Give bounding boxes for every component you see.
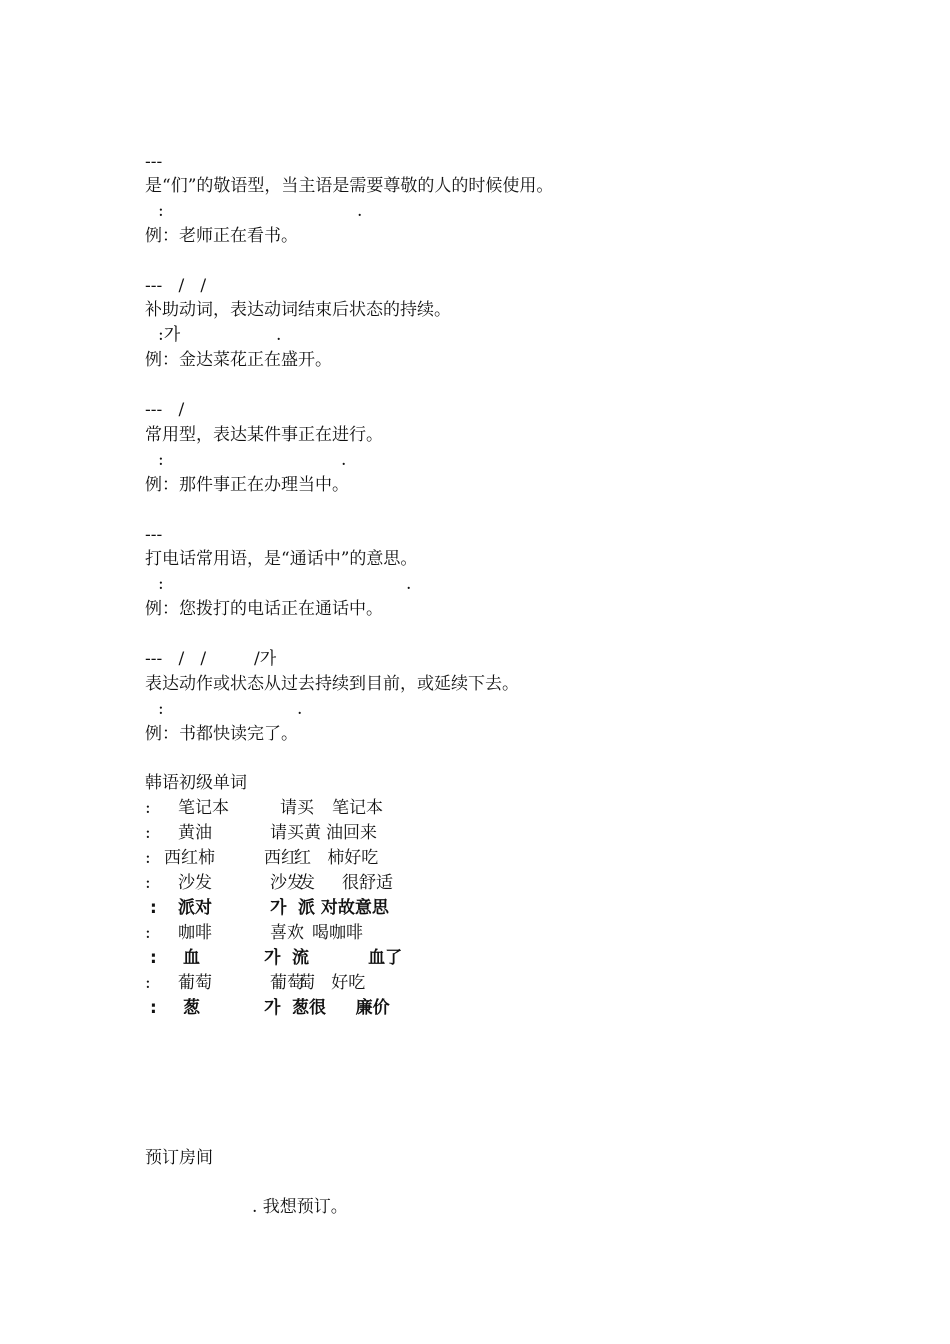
vocab-mid: 가 bbox=[264, 948, 281, 968]
grammar-description: 是“们”的敬语型，当主语是需要尊敬的人的时候使用。 bbox=[145, 176, 554, 196]
vocab-mid: 葡萄 bbox=[270, 973, 304, 993]
vocab-word: 咖啡 bbox=[178, 923, 212, 943]
grammar-description: 常用型，表达某件事正在进行。 bbox=[145, 425, 383, 445]
vocab-word: 葡萄 bbox=[178, 973, 212, 993]
vocab-mid: 请买黄 bbox=[270, 823, 321, 843]
pattern-colon: :가 bbox=[158, 325, 181, 345]
vocab-mid: 가 bbox=[270, 898, 287, 918]
vocab-colon: : bbox=[145, 848, 151, 868]
pattern-end: . bbox=[297, 699, 303, 719]
grammar-example: 例：金达菜花正在盛开。 bbox=[145, 350, 332, 370]
vocab-tail: 派 对故意思 bbox=[298, 898, 389, 918]
vocab-tail: 油回来 bbox=[326, 823, 377, 843]
vocab-word: 黄油 bbox=[178, 823, 212, 843]
pattern-end: . bbox=[341, 450, 347, 470]
vocab-word: 沙发 bbox=[178, 873, 212, 893]
vocab-word: 西红柿 bbox=[164, 848, 215, 868]
pattern-colon: : bbox=[158, 699, 164, 719]
booking-title: 预订房间 bbox=[145, 1148, 213, 1168]
grammar-header: --- / bbox=[145, 400, 185, 420]
vocab-tail: 笔记本 bbox=[332, 798, 383, 818]
vocab-colon: : bbox=[145, 873, 151, 893]
vocab-colon: : bbox=[150, 898, 157, 918]
pattern-colon: : bbox=[158, 201, 164, 221]
grammar-header-extra: /가 bbox=[254, 649, 277, 669]
grammar-description: 补助动词，表达动词结束后状态的持续。 bbox=[145, 300, 451, 320]
grammar-example: 例：书都快读完了。 bbox=[145, 724, 298, 744]
vocab-colon: : bbox=[145, 973, 151, 993]
vocab-word: 派对 bbox=[178, 898, 212, 918]
vocab-tail: 葱很 廉价 bbox=[292, 998, 390, 1018]
grammar-example: 例：那件事正在办理当中。 bbox=[145, 475, 349, 495]
vocab-tail: 红 柿好吃 bbox=[294, 848, 379, 868]
vocab-colon: : bbox=[150, 948, 157, 968]
grammar-description: 表达动作或状态从过去持续到目前，或延续下去。 bbox=[145, 674, 519, 694]
vocab-tail: 萄 好吃 bbox=[298, 973, 366, 993]
vocab-colon: : bbox=[145, 798, 151, 818]
vocab-mid: 请买 bbox=[280, 798, 314, 818]
grammar-example: 例：您拨打的电话正在通话中。 bbox=[145, 599, 383, 619]
grammar-header: --- / / bbox=[145, 649, 207, 669]
booking-line: . 我想预订。 bbox=[252, 1197, 348, 1217]
vocab-mid: 가 bbox=[264, 998, 281, 1018]
vocab-tail: 流 血了 bbox=[292, 948, 403, 968]
vocab-tail: 发 很舒适 bbox=[298, 873, 394, 893]
grammar-description: 打电话常用语，是“通话中”的意思。 bbox=[145, 549, 418, 569]
vocab-word: 血 bbox=[183, 948, 200, 968]
vocab-mid: 沙发 bbox=[270, 873, 304, 893]
vocab-tail: 喝咖啡 bbox=[312, 923, 363, 943]
vocab-colon: : bbox=[145, 823, 151, 843]
pattern-end: . bbox=[276, 325, 282, 345]
grammar-header: --- bbox=[145, 525, 163, 545]
pattern-colon: : bbox=[158, 574, 164, 594]
grammar-example: 例：老师正在看书。 bbox=[145, 226, 298, 246]
pattern-end: . bbox=[357, 201, 363, 221]
vocab-mid: 喜欢 bbox=[270, 923, 304, 943]
grammar-header: --- bbox=[145, 152, 163, 172]
vocab-word: 葱 bbox=[183, 998, 200, 1018]
pattern-colon: : bbox=[158, 450, 164, 470]
vocab-mid: 西红 bbox=[264, 848, 298, 868]
vocab-word: 笔记本 bbox=[178, 798, 229, 818]
vocab-title: 韩语初级单词 bbox=[145, 773, 247, 793]
pattern-end: . bbox=[406, 574, 412, 594]
vocab-colon: : bbox=[150, 998, 157, 1018]
grammar-header: --- / / bbox=[145, 276, 207, 296]
vocab-colon: : bbox=[145, 923, 151, 943]
